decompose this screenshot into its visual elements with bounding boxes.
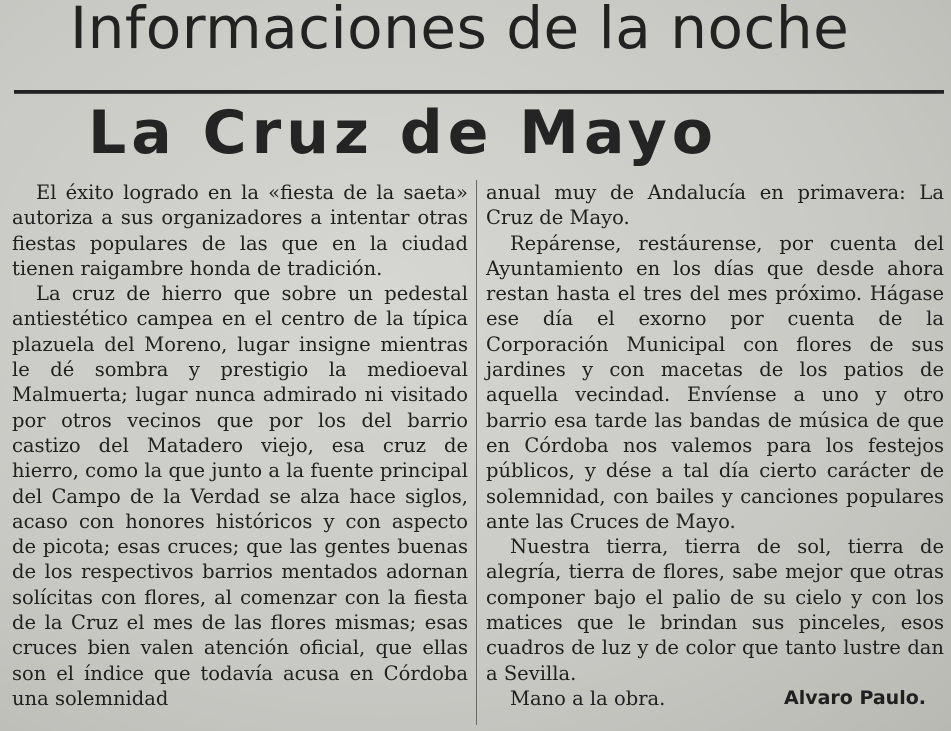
section-header — [0, 0, 951, 100]
column-divider — [476, 180, 477, 725]
header-rule — [14, 90, 944, 94]
section-title: Informaciones de la noche — [70, 0, 850, 62]
article-column-right — [486, 180, 944, 711]
article-headline: La Cruz de Mayo — [88, 98, 718, 168]
closing-line — [486, 686, 944, 711]
paragraph-continued: anual muy de Andalucía en primavera: La Cruz de Mayo. — [486, 181, 944, 230]
closing-text: Mano a la obra. — [510, 686, 666, 710]
paragraph: La cruz de hierro que sobre un pedestal antiestético campea en el centro de la típica plazuela del Moreno, lugar insigne mientras le dé sombra y prestigio la medioeval Malmuerta; lugar nunca admirado ni visitado por otros vecinos que por los del barrio castizo del Matadero viejo, esa cruz de hierro, como la que junto a la fuente principal del Campo de la Verdad se alza hace siglos, acaso con honores históricos y con aspecto de picota; esas cruces; que las gentes buenas de los respectivos barrios mentados adornan solícitas con flores, al comenzar con la fiesta de la Cruz el mes de las flores mismas; esas cruces bien valen atención oficial, que ellas son el índice que todavía acusa en Córdoba una solemnidad — [12, 282, 468, 710]
paragraph: Repárense, restáurense, por cuenta del Ayuntamiento en los días que desde ahora restan hasta el tres del mes próximo. Hágase ese día el exorno por cuenta de la Corporación Municipal con flores de sus jardines y con macetas de los patios de aquella vecindad. Envíense a uno y otro barrio esa tarde las bandas de música de que en Córdoba nos valemos para los festejos públicos, y dése a tal día cierto carácter de solemnidad, con bailes y canciones populares ante las Cruces de Mayo. — [486, 231, 944, 533]
article-column-left — [12, 180, 468, 711]
author-signature: Alvaro Paulo. — [783, 686, 926, 709]
paragraph: El éxito logrado en la «fiesta de la saeta» autoriza a sus organizadores a intentar otras fiestas populares de las que en la ciudad tienen raigambre honda de tradición. — [12, 181, 468, 280]
paragraph: Nuestra tierra, tierra de sol, tierra de alegría, tierra de flores, sabe mejor que otras componer bajo el palio de su cielo y con los matices que le brindan sus pinceles, esos cuadros de luz y de color que tanto lustre dan a Sevilla. — [486, 535, 944, 685]
